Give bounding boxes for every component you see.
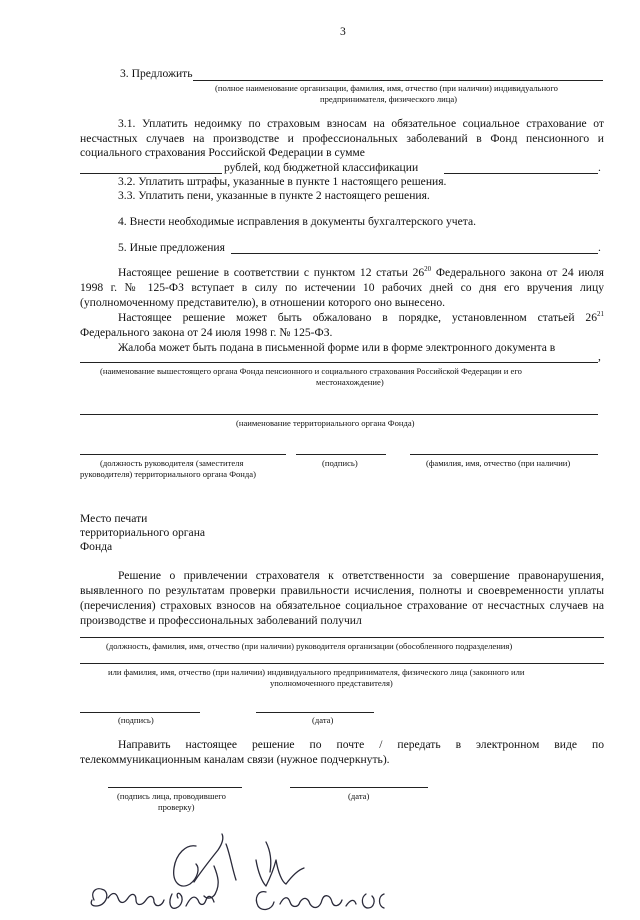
recipient-position-caption: (должность, фамилия, имя, отчество (при наличии) руководителя организации (обособленного подразделения) xyxy=(106,641,513,651)
complaint-text: Жалоба может быть подана в письменной форме или в форме электронного документа в xyxy=(118,341,556,354)
received-line4: производстве и профессиональных заболеваний получил xyxy=(80,614,362,627)
inspector-signature-caption2: проверку) xyxy=(158,802,195,812)
item3-1-line2: несчастных случаев на производстве и профессиональных заболеваний в Фонд пенсионного и xyxy=(80,131,604,145)
inspector-date-caption: (дата) xyxy=(348,791,370,801)
head-name-line xyxy=(410,454,598,455)
recipient-signature-caption: (подпись) xyxy=(118,715,154,725)
higher-organ-caption1: (наименование вышестоящего органа Фонда пенсионного и социального страхования Российской Федерации и его xyxy=(100,366,522,376)
recipient-signature-line xyxy=(80,712,200,713)
item3-fill-line xyxy=(193,80,603,81)
head-position-caption1: (должность руководителя (заместителя xyxy=(100,458,244,468)
item3-3: 3.3. Уплатить пени, указанные в пункте 2 настоящего решения. xyxy=(118,189,430,202)
recipient-name-caption2: уполномоченного представителя) xyxy=(270,678,393,688)
territorial-organ-caption: (наименование территориального органа Фонда) xyxy=(236,418,415,428)
higher-organ-caption2: местонахождение) xyxy=(316,377,384,387)
recipient-date-caption: (дата) xyxy=(312,715,334,725)
inspector-signature-line xyxy=(108,787,242,788)
appeal-line1: Настоящее решение может быть обжаловано в порядке, установленном статьей $26^{21}$ xyxy=(118,310,604,324)
inspector-signature-caption1: (подпись лица, проводившего xyxy=(117,791,226,801)
stamp-line1: Место печати xyxy=(80,512,148,525)
send-line2: телекоммуникационным каналам связи (нужное подчеркнуть). xyxy=(80,753,390,766)
inspector-date-line xyxy=(290,787,428,788)
item3-1-line3: социального страхования Российской Федерации в сумме xyxy=(80,146,365,159)
item3-caption-line1: (полное наименование организации, фамилия, имя, отчество (при наличии) индивидуального xyxy=(215,83,558,93)
item3-1-line4: рублей, код бюджетной классификации xyxy=(224,161,419,174)
send-line1: Направить настоящее решение по почте / передать в электронном виде по xyxy=(118,738,604,751)
head-signature-line xyxy=(296,454,386,455)
received-line1: Решение о привлечении страхователя к ответственности за совершение правонарушения, xyxy=(118,569,604,582)
item3-2: 3.2. Уплатить штрафы, указанные в пункте 1 настоящего решения. xyxy=(118,175,447,188)
head-name-caption: (фамилия, имя, отчество (при наличии) xyxy=(426,458,571,468)
received-line3: (перечисления) страховых взносов на обязательное социальное страхование от несчастных случаев на xyxy=(80,599,604,612)
stamp-line3: Фонда xyxy=(80,540,113,553)
head-position-caption2: руководителя) территориального органа Фонда) xyxy=(80,469,256,479)
higher-organ-line xyxy=(80,362,598,363)
effect-line1: Настоящее решение в соответствии с пунктом 12 статьи $26^{20}$ Федерального закона от 24 июля xyxy=(118,265,604,279)
head-signature-caption: (подпись) xyxy=(322,458,358,468)
item5-period: . xyxy=(598,241,601,254)
recipient-date-line xyxy=(256,712,374,713)
stamp-line2: территориального органа xyxy=(80,526,206,539)
handwritten-signatures xyxy=(0,820,640,920)
page-number: 3 xyxy=(340,25,346,38)
recipient-position-line xyxy=(80,637,604,638)
appeal-line2: Федерального закона от 24 июля 1998 г. № 125-ФЗ. xyxy=(80,326,333,339)
received-line2: выявленного по результатам проверки правильности исчисления, полноты и своевременности уплаты xyxy=(80,584,604,597)
territorial-organ-line xyxy=(80,414,598,415)
recipient-name-line xyxy=(80,663,604,664)
kbk-period: . xyxy=(598,161,601,174)
higher-organ-comma: , xyxy=(598,350,601,363)
sum-fill-line xyxy=(80,173,222,174)
item5-fill-line xyxy=(231,253,598,254)
recipient-name-caption1: или фамилия, имя, отчество (при наличии) индивидуального предпринимателя, физического лица (законного или xyxy=(108,667,525,677)
item3-caption-line2: предпринимателя, физического лица) xyxy=(320,94,458,104)
item3-1-line1: 3.1. Уплатить недоимку по страховым взносам на обязательное социальное страхование от xyxy=(118,117,604,130)
effect-line2: 1998 г. № 125-ФЗ вступает в силу по истечении 10 рабочих дней со дня его вручения лицу xyxy=(80,281,604,294)
head-position-line xyxy=(80,454,286,455)
item5: 5. Иные предложения xyxy=(118,241,225,254)
kbk-fill-line xyxy=(444,173,598,174)
effect-line3: (уполномоченному представителю), в отношении которого оно вынесено. xyxy=(80,296,446,309)
item3-label: 3. Предложить xyxy=(120,67,193,80)
item4: 4. Внести необходимые исправления в документы бухгалтерского учета. xyxy=(118,215,477,228)
